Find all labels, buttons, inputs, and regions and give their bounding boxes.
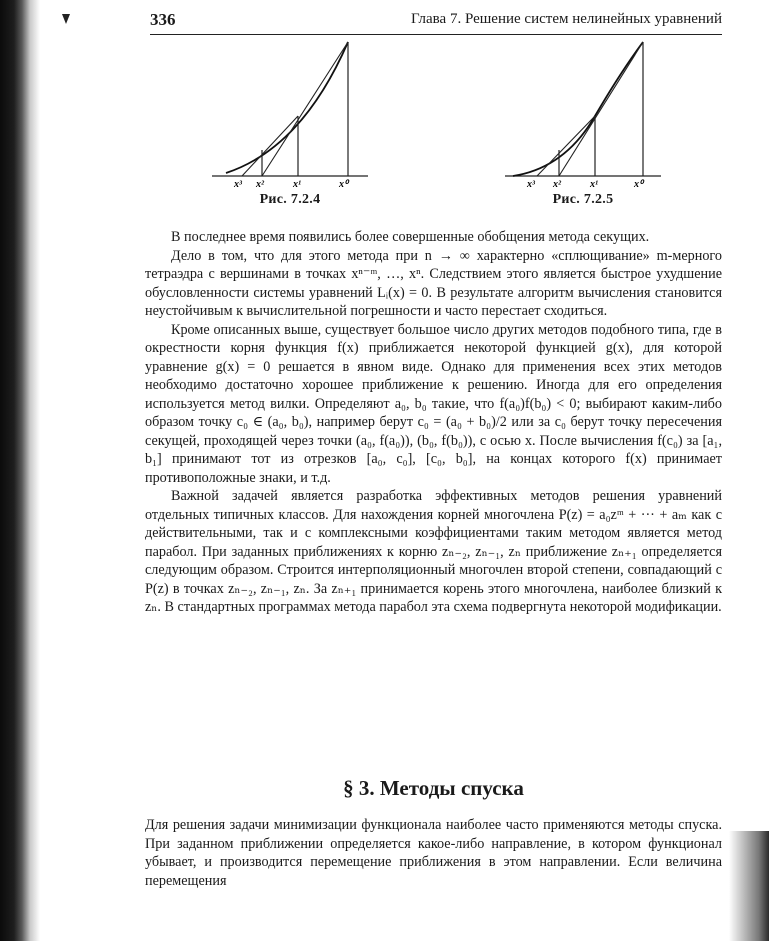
book-spine-shadow xyxy=(0,0,40,941)
paragraph: Дело в том, что для этого метода при n → ∞ характерно «сплющивание» m-мерного тетраэдра с вершинами в точках xⁿ⁻ᵐ, …, xⁿ. Следствием этого является быстрое ухудшение обусловленности системы уравнений Lᵢ(x) = 0. В результате алгоритм вычисления становится неустойчивым к вычислительной погрешности и часто перестает сходиться. xyxy=(145,247,722,319)
paragraph: Кроме описанных выше, существует большое число других методов подобного типа, где в окрестности корня функция f(x) приближается некоторой функцией g(x), для которой уравнение g(x) = 0 решается в явном виде. Однако для применения всех этих методов необходимо достаточно хорошее приближение к решению. Иногда для его определения используется метод вилки. Определяют a₀, b₀ такие, что f(a₀)f(b₀) < 0; выбирают каким-либо образом точку c₀ ∈ (a₀, b₀), например берут c₀ = (a₀ + b₀)/2 или за c₀ берут точку пересечения секущей, проходящей через точки (a₀, f(a₀)), (b₀, f(b₀)), с осью x. После вычисления f(c₀) за [a₁, b₁] принимают тот из отрезков [a₀, c₀], [c₀, b₀], на концах которого f(x) принимает противоположные знаки, и т.д. xyxy=(145,321,722,486)
axis-label-x0: x⁰ xyxy=(634,179,644,188)
body-text xyxy=(145,228,722,617)
header-rule xyxy=(150,34,722,35)
axis-label-x1: x¹ xyxy=(590,179,598,188)
axis-label-x2: x² xyxy=(553,179,561,188)
section-body-text xyxy=(145,816,722,890)
figure-caption: Рис. 7.2.5 xyxy=(552,192,614,207)
axis-label-x0: x⁰ xyxy=(339,179,349,188)
running-title: Глава 7. Решение систем нелинейных уравнений xyxy=(410,11,722,27)
axis-label-x1: x¹ xyxy=(293,179,301,188)
page-corner-shadow xyxy=(729,831,769,941)
paragraph: Для решения задачи минимизации функционала наиболее часто применяются методы спуска. При заданном приближении определяется какое-либо направление, в котором функционал убывает, и производится перемещение приближения в этом направлении. Если величина перемещения xyxy=(145,817,722,889)
function-curve xyxy=(513,42,643,176)
secant-line-2 xyxy=(242,116,298,176)
secant-line-1 xyxy=(262,42,348,176)
secant-diagram xyxy=(505,38,661,188)
secant-diagram xyxy=(212,38,368,188)
function-curve xyxy=(226,42,348,173)
figure-caption: Рис. 7.2.4 xyxy=(259,192,321,207)
axis-label-x2: x² xyxy=(256,179,264,188)
section-title: § 3. Методы спуска xyxy=(343,776,524,800)
paragraph: В последнее время появились более совершенные обобщения метода секущих. xyxy=(171,229,650,245)
figure-7-2-5 xyxy=(505,38,661,208)
axis-label-x3: x³ xyxy=(527,179,535,188)
secant-line-1 xyxy=(559,42,643,176)
figure-7-2-4 xyxy=(212,38,368,208)
page-edge-mark xyxy=(62,14,70,24)
axis-label-x3: x³ xyxy=(234,179,242,188)
secant-line-2 xyxy=(537,116,595,176)
page-header xyxy=(150,8,722,30)
page-number: 336 xyxy=(150,10,176,29)
paragraph: Важной задачей является разработка эффективных методов решения уравнений отдельных типичных классов. Для нахождения корней многочлена P(z) = a₀zᵐ + ··· + aₘ как с действительными, так и с комплексными коэффициентами таким методом является метод парабол. При заданных приближениях к корню zₙ₋₂, zₙ₋₁, zₙ приближение zₙ₊₁ определяется следующим образом. Строится интерполяционный многочлен второй степени, совпадающий с P(z) в точках zₙ₋₂, zₙ₋₁, zₙ. За zₙ₊₁ принимается корень этого многочлена, наиболее близкий к zₙ. В стандартных программах метода парабол эта схема подвергнута некоторой модификации. xyxy=(145,488,722,615)
